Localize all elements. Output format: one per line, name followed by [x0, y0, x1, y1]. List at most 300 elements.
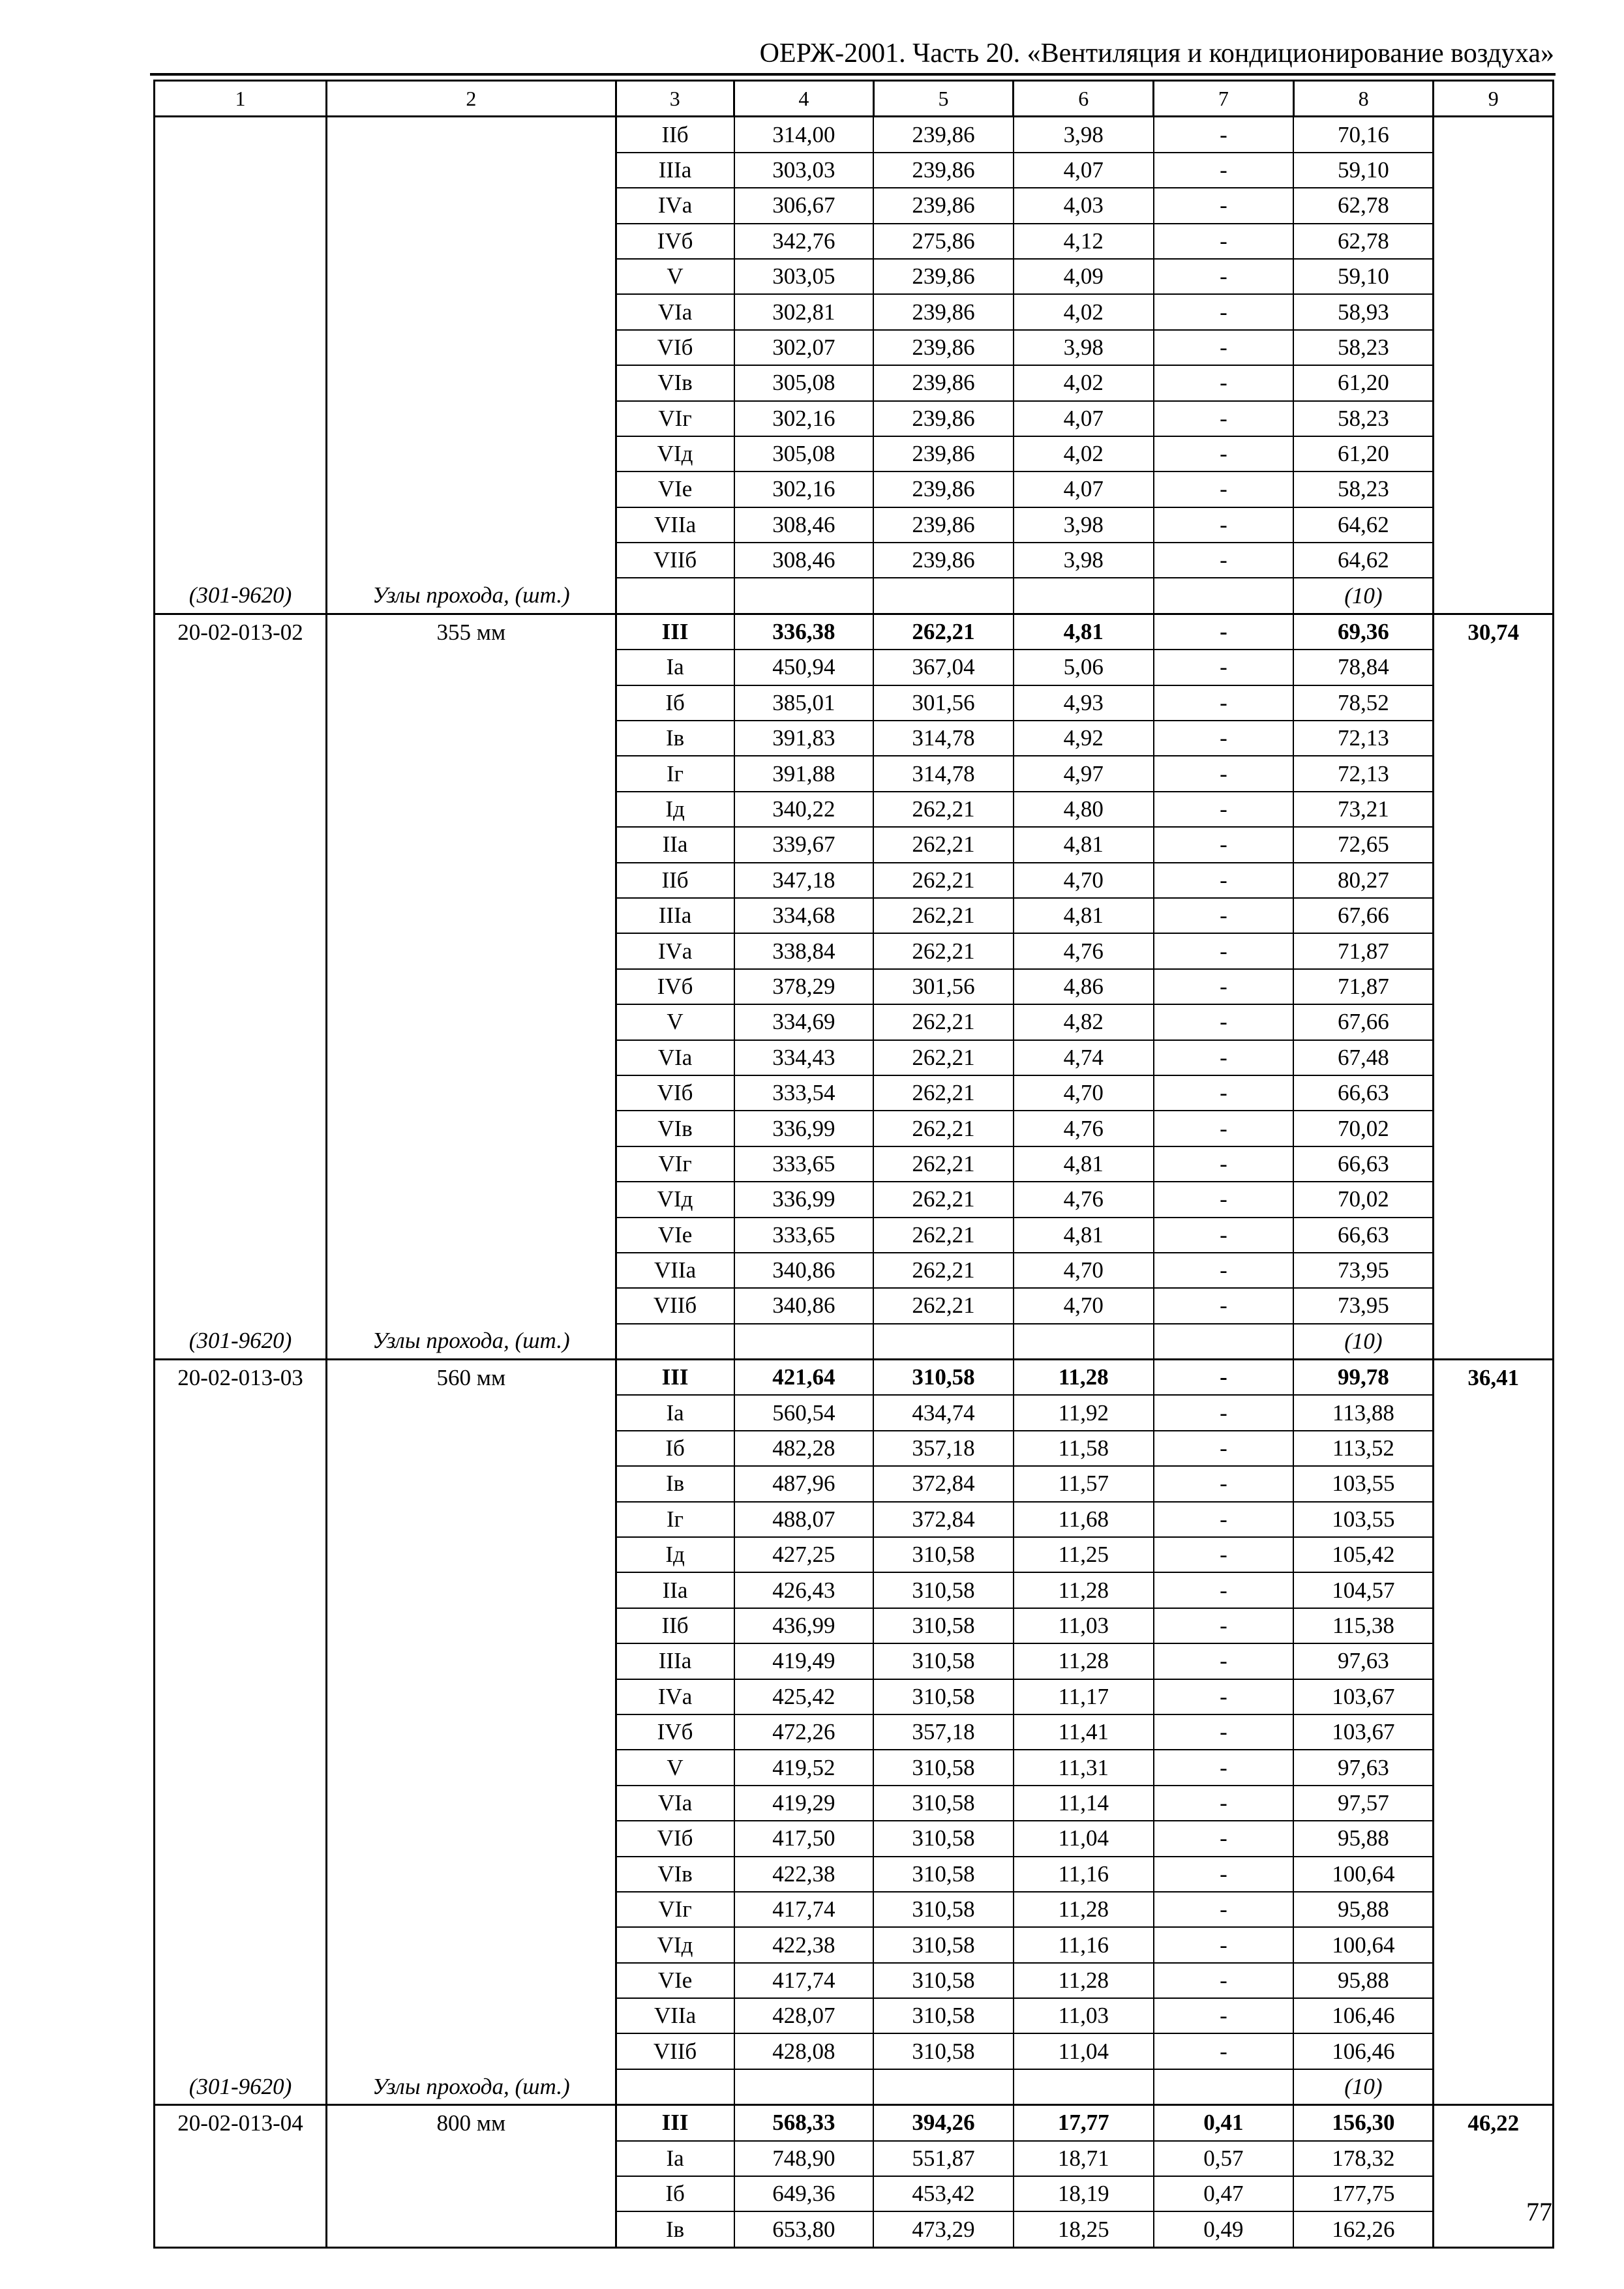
- row-wages: 262,21: [873, 1288, 1014, 1323]
- row-variant: Iб: [616, 2176, 734, 2211]
- row-description: [327, 294, 616, 329]
- row-wages: 262,21: [873, 898, 1014, 933]
- footer-empty-cell: [1154, 2069, 1294, 2105]
- row-code: [155, 1537, 327, 1572]
- row-code: [155, 224, 327, 259]
- row-variant: III: [616, 1360, 734, 1396]
- row-code: [155, 1004, 327, 1040]
- table-row: [155, 1182, 1554, 1217]
- row-materials: 113,88: [1293, 1395, 1434, 1430]
- page-number: 77: [1526, 2197, 1552, 2226]
- row-machines: 11,14: [1014, 1786, 1154, 1821]
- row-driver-wages: -: [1154, 330, 1294, 365]
- row-materials: 73,95: [1293, 1253, 1434, 1288]
- row-wages: 239,86: [873, 153, 1014, 188]
- row-labor: [1434, 1218, 1554, 1253]
- row-code: [155, 1927, 327, 1962]
- row-description: [327, 507, 616, 543]
- row-wages: 314,78: [873, 721, 1014, 756]
- column-number-row: [155, 81, 1554, 117]
- row-materials: 95,88: [1293, 1821, 1434, 1856]
- row-labor: [1434, 1679, 1554, 1714]
- table-row: [155, 1572, 1554, 1608]
- row-code: [155, 330, 327, 365]
- row-total-cost: 417,74: [734, 1892, 874, 1927]
- row-code: [155, 2033, 327, 2069]
- row-wages: 239,86: [873, 471, 1014, 507]
- footer-code: (301-9620): [155, 578, 327, 614]
- row-labor: [1434, 863, 1554, 898]
- row-total-cost: 333,54: [734, 1075, 874, 1111]
- row-labor: [1434, 188, 1554, 223]
- row-variant: Iв: [616, 721, 734, 756]
- row-total-cost: 302,16: [734, 401, 874, 436]
- row-code: [155, 294, 327, 329]
- row-labor: [1434, 721, 1554, 756]
- row-driver-wages: -: [1154, 1502, 1294, 1537]
- row-driver-wages: -: [1154, 792, 1294, 827]
- row-total-cost: 391,88: [734, 756, 874, 791]
- row-total-cost: 334,69: [734, 1004, 874, 1040]
- row-driver-wages: -: [1154, 1395, 1294, 1430]
- row-labor: [1434, 685, 1554, 721]
- row-total-cost: 436,99: [734, 1608, 874, 1643]
- row-variant: VIг: [616, 401, 734, 436]
- row-variant: VIб: [616, 330, 734, 365]
- row-driver-wages: -: [1154, 1786, 1294, 1821]
- row-labor: [1434, 294, 1554, 329]
- row-wages: 434,74: [873, 1395, 1014, 1430]
- table-row: [155, 1821, 1554, 1856]
- row-code: [155, 1679, 327, 1714]
- row-description: [327, 827, 616, 862]
- row-total-cost: 339,67: [734, 827, 874, 862]
- row-description: [327, 471, 616, 507]
- row-driver-wages: 0,49: [1154, 2211, 1294, 2247]
- row-machines: 3,98: [1014, 330, 1154, 365]
- row-wages: 262,21: [873, 1182, 1014, 1217]
- column-number: 2: [327, 81, 616, 117]
- row-code: [155, 1182, 327, 1217]
- table-row: [155, 685, 1554, 721]
- row-variant: VIг: [616, 1892, 734, 1927]
- row-description: [327, 650, 616, 685]
- row-materials: 67,66: [1293, 898, 1434, 933]
- row-description: [327, 1537, 616, 1572]
- row-total-cost: 422,38: [734, 1927, 874, 1962]
- row-code: [155, 471, 327, 507]
- row-labor: [1434, 1288, 1554, 1323]
- row-code: [155, 1146, 327, 1182]
- row-code: [155, 1218, 327, 1253]
- row-machines: 4,76: [1014, 1182, 1154, 1217]
- table-row: [155, 1502, 1554, 1537]
- row-wages: 275,86: [873, 224, 1014, 259]
- row-code: [155, 792, 327, 827]
- row-machines: 4,76: [1014, 933, 1154, 968]
- row-variant: IIб: [616, 1608, 734, 1643]
- row-wages: 372,84: [873, 1502, 1014, 1537]
- table-row: [155, 1927, 1554, 1962]
- table-row: [155, 1395, 1554, 1430]
- row-code: [155, 2141, 327, 2176]
- row-machines: 3,98: [1014, 543, 1154, 578]
- row-materials: 64,62: [1293, 507, 1434, 543]
- row-code: [155, 1963, 327, 1998]
- row-total-cost: 305,08: [734, 365, 874, 400]
- row-variant: Iа: [616, 650, 734, 685]
- row-materials: 105,42: [1293, 1537, 1434, 1572]
- row-code: [155, 1821, 327, 1856]
- row-driver-wages: -: [1154, 2033, 1294, 2069]
- row-machines: 4,70: [1014, 863, 1154, 898]
- row-materials: 95,88: [1293, 1963, 1434, 1998]
- row-machines: 3,98: [1014, 117, 1154, 153]
- table-row: [155, 1218, 1554, 1253]
- table-row: [155, 1111, 1554, 1146]
- row-description: [327, 898, 616, 933]
- row-description: [327, 259, 616, 294]
- row-description: [327, 721, 616, 756]
- row-materials: 58,23: [1293, 330, 1434, 365]
- row-materials: 100,64: [1293, 1927, 1434, 1962]
- footer-quantity: (10): [1293, 2069, 1434, 2105]
- row-labor: [1434, 933, 1554, 968]
- row-machines: 4,70: [1014, 1288, 1154, 1323]
- row-driver-wages: -: [1154, 543, 1294, 578]
- row-wages: 310,58: [873, 1750, 1014, 1785]
- row-driver-wages: -: [1154, 1821, 1294, 1856]
- footer-empty-cell: [734, 1324, 874, 1360]
- row-labor: [1434, 1537, 1554, 1572]
- row-total-cost: 338,84: [734, 933, 874, 968]
- row-driver-wages: -: [1154, 1466, 1294, 1501]
- row-code: [155, 1608, 327, 1643]
- row-materials: 103,67: [1293, 1679, 1434, 1714]
- row-materials: 103,55: [1293, 1466, 1434, 1501]
- row-machines: 17,77: [1014, 2105, 1154, 2141]
- row-code: [155, 1750, 327, 1785]
- row-total-cost: 419,52: [734, 1750, 874, 1785]
- row-variant: Iг: [616, 1502, 734, 1537]
- row-wages: 310,58: [873, 1786, 1014, 1821]
- row-labor: 30,74: [1434, 614, 1554, 650]
- row-labor: [1434, 1892, 1554, 1927]
- row-code: [155, 756, 327, 791]
- row-variant: IVб: [616, 969, 734, 1004]
- row-code: [155, 153, 327, 188]
- row-total-cost: 336,38: [734, 614, 874, 650]
- row-driver-wages: -: [1154, 117, 1294, 153]
- row-machines: 4,07: [1014, 153, 1154, 188]
- row-driver-wages: -: [1154, 224, 1294, 259]
- row-materials: 62,78: [1293, 224, 1434, 259]
- row-machines: 4,02: [1014, 365, 1154, 400]
- row-materials: 97,57: [1293, 1786, 1434, 1821]
- row-machines: 11,03: [1014, 1608, 1154, 1643]
- row-variant: V: [616, 1750, 734, 1785]
- row-wages: 239,86: [873, 117, 1014, 153]
- row-description: [327, 1857, 616, 1892]
- row-machines: 11,28: [1014, 1892, 1154, 1927]
- row-description: [327, 1821, 616, 1856]
- row-description: [327, 863, 616, 898]
- row-driver-wages: -: [1154, 1040, 1294, 1075]
- row-code: [155, 721, 327, 756]
- row-machines: 11,28: [1014, 1963, 1154, 1998]
- row-driver-wages: -: [1154, 1075, 1294, 1111]
- row-description: [327, 401, 616, 436]
- column-number: 3: [616, 81, 734, 117]
- table-row: [155, 1075, 1554, 1111]
- row-variant: Iб: [616, 685, 734, 721]
- row-code: 20-02-013-03: [155, 1360, 327, 1396]
- row-code: [155, 1288, 327, 1323]
- row-variant: Iв: [616, 2211, 734, 2247]
- row-total-cost: 748,90: [734, 2141, 874, 2176]
- row-labor: [1434, 1750, 1554, 1785]
- row-code: [155, 1998, 327, 2033]
- row-code: [155, 2211, 327, 2247]
- row-labor: [1434, 1146, 1554, 1182]
- row-labor: [1434, 471, 1554, 507]
- row-variant: Iг: [616, 756, 734, 791]
- row-materials: 66,63: [1293, 1218, 1434, 1253]
- row-labor: [1434, 1714, 1554, 1750]
- row-code: [155, 1466, 327, 1501]
- footer-empty-cell: [1154, 1324, 1294, 1360]
- row-machines: 4,81: [1014, 898, 1154, 933]
- row-total-cost: 568,33: [734, 2105, 874, 2141]
- row-description: [327, 1679, 616, 1714]
- row-materials: 178,32: [1293, 2141, 1434, 2176]
- table-row: [155, 2033, 1554, 2069]
- row-machines: 4,92: [1014, 721, 1154, 756]
- row-variant: VIе: [616, 1963, 734, 1998]
- row-variant: VIIа: [616, 1998, 734, 2033]
- row-machines: 4,12: [1014, 224, 1154, 259]
- row-driver-wages: -: [1154, 1963, 1294, 1998]
- row-variant: VIа: [616, 1040, 734, 1075]
- row-total-cost: 378,29: [734, 969, 874, 1004]
- row-variant: VIе: [616, 1218, 734, 1253]
- row-total-cost: 340,86: [734, 1288, 874, 1323]
- row-labor: [1434, 436, 1554, 471]
- row-wages: 239,86: [873, 259, 1014, 294]
- row-materials: 100,64: [1293, 1857, 1434, 1892]
- row-code: [155, 1857, 327, 1892]
- row-materials: 58,23: [1293, 471, 1434, 507]
- row-description: [327, 188, 616, 223]
- table-row: [155, 2211, 1554, 2247]
- row-machines: 4,02: [1014, 436, 1154, 471]
- row-wages: 394,26: [873, 2105, 1014, 2141]
- row-labor: [1434, 153, 1554, 188]
- footer-empty-cell: [873, 578, 1014, 614]
- row-labor: [1434, 1182, 1554, 1217]
- row-total-cost: 333,65: [734, 1218, 874, 1253]
- row-driver-wages: -: [1154, 721, 1294, 756]
- table-row: [155, 401, 1554, 436]
- row-total-cost: 428,07: [734, 1998, 874, 2033]
- row-driver-wages: -: [1154, 1608, 1294, 1643]
- table-row: [155, 117, 1554, 153]
- row-materials: 59,10: [1293, 259, 1434, 294]
- row-description: [327, 365, 616, 400]
- row-materials: 115,38: [1293, 1608, 1434, 1643]
- row-wages: 301,56: [873, 969, 1014, 1004]
- row-materials: 70,02: [1293, 1111, 1434, 1146]
- row-wages: 314,78: [873, 756, 1014, 791]
- row-driver-wages: -: [1154, 1857, 1294, 1892]
- row-materials: 58,93: [1293, 294, 1434, 329]
- row-labor: [1434, 1395, 1554, 1430]
- row-variant: IVб: [616, 224, 734, 259]
- row-total-cost: 427,25: [734, 1537, 874, 1572]
- row-materials: 95,88: [1293, 1892, 1434, 1927]
- row-materials: 162,26: [1293, 2211, 1434, 2247]
- table-row: [155, 1004, 1554, 1040]
- table-row: [155, 188, 1554, 223]
- row-description: [327, 1431, 616, 1466]
- row-wages: 262,21: [873, 933, 1014, 968]
- row-machines: 4,70: [1014, 1075, 1154, 1111]
- row-driver-wages: 0,47: [1154, 2176, 1294, 2211]
- row-description: [327, 1182, 616, 1217]
- row-code: [155, 685, 327, 721]
- footer-empty-cell: [734, 2069, 874, 2105]
- row-description: 560 мм: [327, 1360, 616, 1396]
- row-driver-wages: -: [1154, 365, 1294, 400]
- row-driver-wages: -: [1154, 1004, 1294, 1040]
- row-variant: VIб: [616, 1075, 734, 1111]
- row-materials: 64,62: [1293, 543, 1434, 578]
- row-variant: Iа: [616, 2141, 734, 2176]
- row-machines: 11,57: [1014, 1466, 1154, 1501]
- row-machines: 11,28: [1014, 1643, 1154, 1679]
- table-row: [155, 792, 1554, 827]
- row-description: [327, 224, 616, 259]
- footer-empty-cell: [873, 1324, 1014, 1360]
- row-total-cost: 305,08: [734, 436, 874, 471]
- row-variant: VIа: [616, 1786, 734, 1821]
- row-driver-wages: -: [1154, 756, 1294, 791]
- row-materials: 72,13: [1293, 721, 1434, 756]
- row-wages: 262,21: [873, 1146, 1014, 1182]
- footer-empty-cell: [1154, 578, 1294, 614]
- row-description: [327, 436, 616, 471]
- row-wages: 310,58: [873, 1892, 1014, 1927]
- row-code: [155, 933, 327, 968]
- table-row: [155, 721, 1554, 756]
- row-wages: 239,86: [873, 436, 1014, 471]
- row-description: [327, 1786, 616, 1821]
- row-variant: Iа: [616, 1395, 734, 1430]
- row-variant: Iб: [616, 1431, 734, 1466]
- row-machines: 11,58: [1014, 1431, 1154, 1466]
- row-total-cost: 653,80: [734, 2211, 874, 2247]
- row-code: [155, 507, 327, 543]
- row-driver-wages: -: [1154, 153, 1294, 188]
- row-machines: 4,03: [1014, 188, 1154, 223]
- footer-row: [155, 578, 1554, 614]
- row-variant: VIд: [616, 436, 734, 471]
- row-description: [327, 2033, 616, 2069]
- row-description: [327, 1395, 616, 1430]
- table-row: [155, 1892, 1554, 1927]
- row-description: [327, 1146, 616, 1182]
- row-materials: 67,66: [1293, 1004, 1434, 1040]
- row-total-cost: 308,46: [734, 507, 874, 543]
- row-code: [155, 1253, 327, 1288]
- row-machines: 11,68: [1014, 1502, 1154, 1537]
- row-machines: 18,25: [1014, 2211, 1154, 2247]
- row-driver-wages: -: [1154, 933, 1294, 968]
- row-description: [327, 1004, 616, 1040]
- row-total-cost: 334,68: [734, 898, 874, 933]
- row-variant: Iв: [616, 1466, 734, 1501]
- row-labor: [1434, 969, 1554, 1004]
- row-total-cost: 417,50: [734, 1821, 874, 1856]
- row-variant: III: [616, 614, 734, 650]
- row-variant: VIIб: [616, 1288, 734, 1323]
- row-wages: 262,21: [873, 792, 1014, 827]
- row-driver-wages: -: [1154, 507, 1294, 543]
- row-machines: 4,80: [1014, 792, 1154, 827]
- row-description: [327, 2176, 616, 2211]
- row-machines: 4,09: [1014, 259, 1154, 294]
- row-machines: 11,03: [1014, 1998, 1154, 2033]
- table-body: [155, 81, 1554, 2248]
- row-materials: 103,67: [1293, 1714, 1434, 1750]
- footer-empty-cell: [616, 1324, 734, 1360]
- row-materials: 73,21: [1293, 792, 1434, 827]
- table-row: [155, 1963, 1554, 1998]
- row-description: [327, 1040, 616, 1075]
- row-labor: [1434, 1431, 1554, 1466]
- row-labor: [1434, 1786, 1554, 1821]
- table-row: [155, 294, 1554, 329]
- row-total-cost: 487,96: [734, 1466, 874, 1501]
- row-wages: 367,04: [873, 650, 1014, 685]
- row-driver-wages: 0,57: [1154, 2141, 1294, 2176]
- row-wages: 239,86: [873, 188, 1014, 223]
- row-wages: 262,21: [873, 1075, 1014, 1111]
- row-variant: VIд: [616, 1927, 734, 1962]
- row-driver-wages: -: [1154, 1643, 1294, 1679]
- row-labor: [1434, 117, 1554, 153]
- row-machines: 3,98: [1014, 507, 1154, 543]
- row-description: [327, 1963, 616, 1998]
- row-description: [327, 685, 616, 721]
- row-machines: 11,92: [1014, 1395, 1154, 1430]
- table-row: [155, 1288, 1554, 1323]
- row-variant: VIв: [616, 1111, 734, 1146]
- row-variant: V: [616, 1004, 734, 1040]
- row-code: [155, 188, 327, 223]
- footer-code: (301-9620): [155, 1324, 327, 1360]
- row-machines: 11,41: [1014, 1714, 1154, 1750]
- row-driver-wages: -: [1154, 1927, 1294, 1962]
- row-total-cost: 333,65: [734, 1146, 874, 1182]
- row-variant: III: [616, 2105, 734, 2141]
- row-labor: [1434, 1075, 1554, 1111]
- table-row: [155, 259, 1554, 294]
- row-machines: 4,81: [1014, 614, 1154, 650]
- footer-description: Узлы прохода, (шт.): [327, 2069, 616, 2105]
- table-row: [155, 1643, 1554, 1679]
- row-description: [327, 1572, 616, 1608]
